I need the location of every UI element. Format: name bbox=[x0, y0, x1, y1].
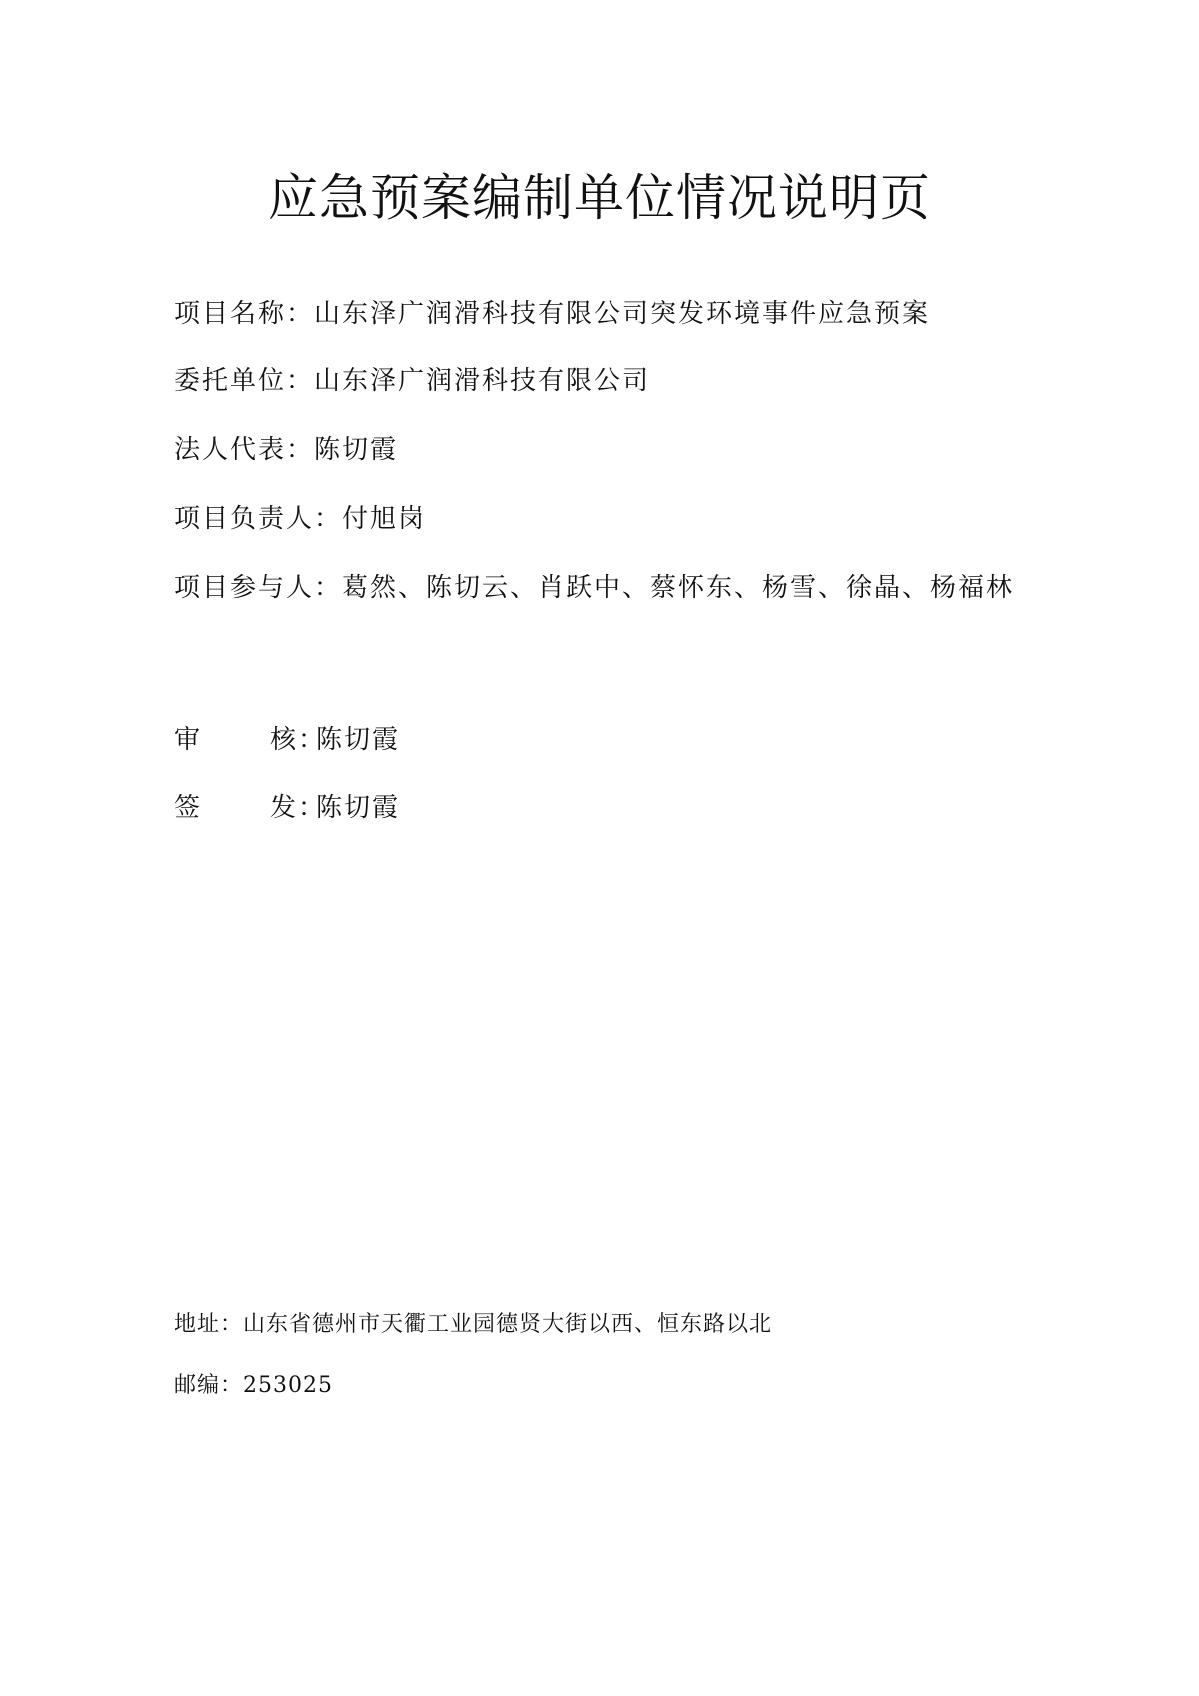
issue-row bbox=[174, 791, 400, 825]
project-lead-value: 付旭岗 bbox=[342, 504, 427, 534]
client-row bbox=[174, 364, 650, 398]
legal-rep-value: 陈切霞 bbox=[314, 435, 399, 465]
issue-value: 陈切霞 bbox=[316, 793, 401, 823]
project-name-label: 项目名称： bbox=[174, 299, 315, 329]
project-name-value: 山东泽广润滑科技有限公司突发环境事件应急预案 bbox=[314, 299, 931, 329]
issue-label-second: 发： bbox=[270, 793, 327, 823]
postcode-label: 邮编： bbox=[174, 1373, 244, 1398]
postcode-row bbox=[174, 1371, 333, 1401]
client-label: 委托单位： bbox=[174, 366, 315, 396]
participants-row bbox=[174, 550, 1034, 626]
legal-rep-label: 法人代表： bbox=[174, 435, 315, 465]
legal-rep-row bbox=[174, 433, 398, 467]
address-row bbox=[174, 1310, 772, 1340]
participants-value: 葛然、陈切云、肖跃中、蔡怀东、杨雪、徐晶、杨福林 bbox=[342, 573, 1015, 603]
page-title: 应急预案编制单位情况说明页 bbox=[268, 169, 931, 227]
postcode-value: 253025 bbox=[243, 1373, 333, 1398]
client-value: 山东泽广润滑科技有限公司 bbox=[314, 366, 651, 396]
issue-label-first: 签 bbox=[174, 793, 203, 823]
project-lead-row bbox=[174, 502, 426, 536]
review-label-second: 核： bbox=[270, 725, 327, 755]
address-value: 山东省德州市天衢工业园德贤大街以西、恒东路以北 bbox=[243, 1312, 773, 1337]
review-label-first: 审 bbox=[174, 725, 203, 755]
participants-label: 项目参与人： bbox=[174, 573, 343, 603]
review-value: 陈切霞 bbox=[316, 725, 401, 755]
project-name-row bbox=[174, 297, 930, 331]
project-lead-label: 项目负责人： bbox=[174, 504, 343, 534]
review-row bbox=[174, 723, 400, 757]
address-label: 地址： bbox=[174, 1312, 244, 1337]
